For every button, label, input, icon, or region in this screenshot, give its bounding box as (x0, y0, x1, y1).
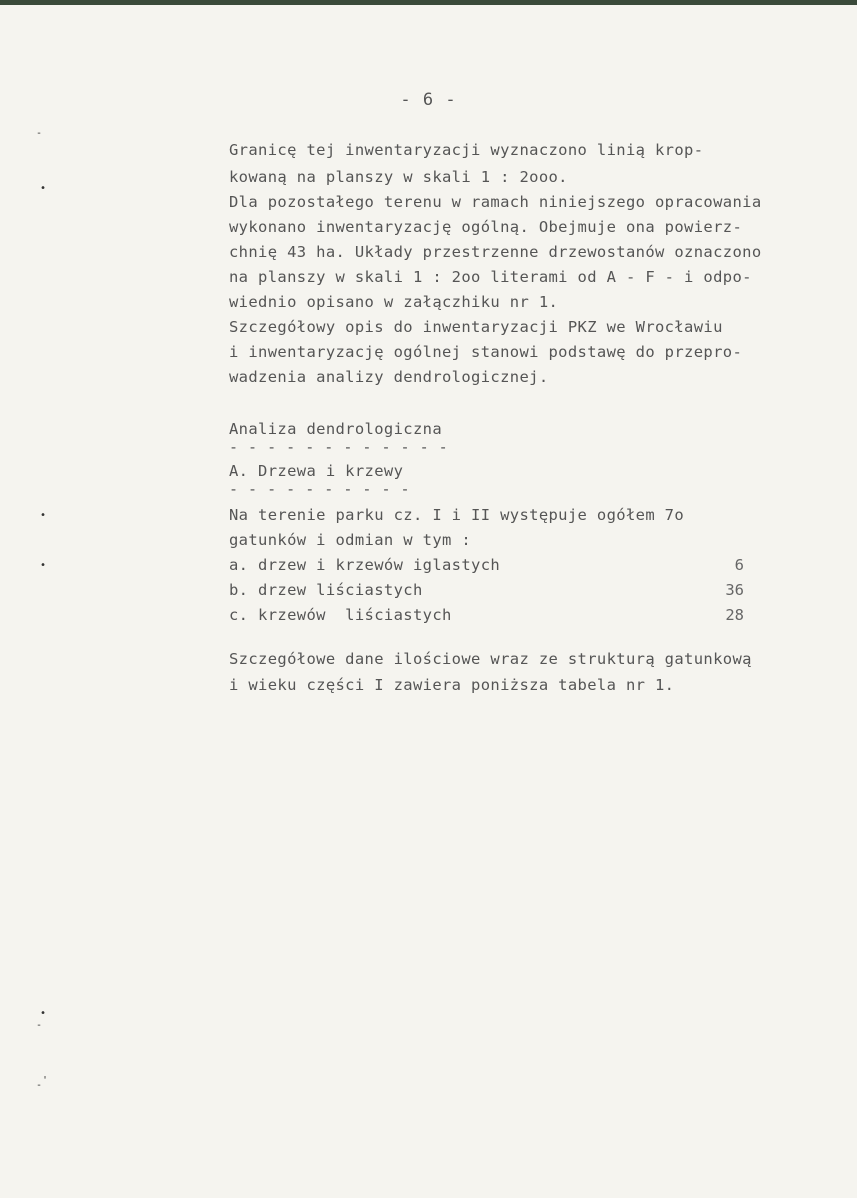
paragraph3-line: i wieku części I zawiera poniższa tabela nr 1. (229, 676, 675, 694)
paragraph1-line: Granicę tej inwentaryzacji wyznaczono linią krop- (229, 141, 704, 159)
paragraph1-line: wiednio opisano w załączhiku nr 1. (229, 293, 559, 311)
margin-mark: • (40, 510, 47, 521)
species-row-value: 28 (725, 606, 744, 624)
margin-mark: • (40, 560, 47, 571)
paragraph1-line: Dla pozostałego terenu w ramach niniejszego opracowania (229, 193, 762, 211)
species-row-label: a. drzew i krzewów iglastych (229, 556, 501, 574)
section-heading-underline: - - - - - - - - - - - - (229, 438, 449, 456)
paragraph1-line: na planszy w skali 1 : 2oo literami od A - F - i odpo- (229, 268, 752, 286)
page-number: - 6 - (400, 90, 457, 110)
paragraph2-line: Na terenie parku cz. I i II występuje ogółem 7o (229, 506, 685, 524)
subsection-heading: A. Drzewa i krzewy (229, 462, 404, 480)
subsection-heading-underline: - - - - - - - - - - (229, 480, 411, 498)
paragraph2-line: gatunków i odmian w tym : (229, 531, 472, 549)
paragraph1-line: kowaną na planszy w skali 1 : 2ooo. (229, 168, 568, 186)
margin-mark: • (40, 1008, 47, 1019)
species-row-label: c. krzewów liściastych (229, 606, 452, 624)
species-row-value: 36 (725, 581, 744, 599)
species-row-value: 6 (734, 556, 744, 574)
margin-mark: • (40, 183, 47, 194)
paragraph1-line: i inwentaryzację ogólnej stanowi podstawę do przepro- (229, 343, 743, 361)
paragraph1-line: Szczegółowy opis do inwentaryzacji PKZ we Wrocławiu (229, 318, 723, 336)
margin-mark: - (36, 128, 43, 139)
margin-mark: - (36, 1080, 43, 1091)
section-heading: Analiza dendrologiczna (229, 420, 442, 438)
paragraph3-line: Szczegółowe dane ilościowe wraz ze strukturą gatunkową (229, 650, 752, 668)
paragraph1-line: wadzenia analizy dendrologicznej. (229, 368, 549, 386)
paragraph1-line: chnię 43 ha. Układy przestrzenne drzewostanów oznaczono (229, 243, 762, 261)
species-row-label: b. drzew liściastych (229, 581, 423, 599)
margin-mark: ' (42, 1075, 49, 1086)
paragraph1-line: wykonano inwentaryzację ogólną. Obejmuje ona powierz- (229, 218, 743, 236)
top-edge-band (0, 0, 857, 5)
margin-mark: - (36, 1020, 43, 1031)
